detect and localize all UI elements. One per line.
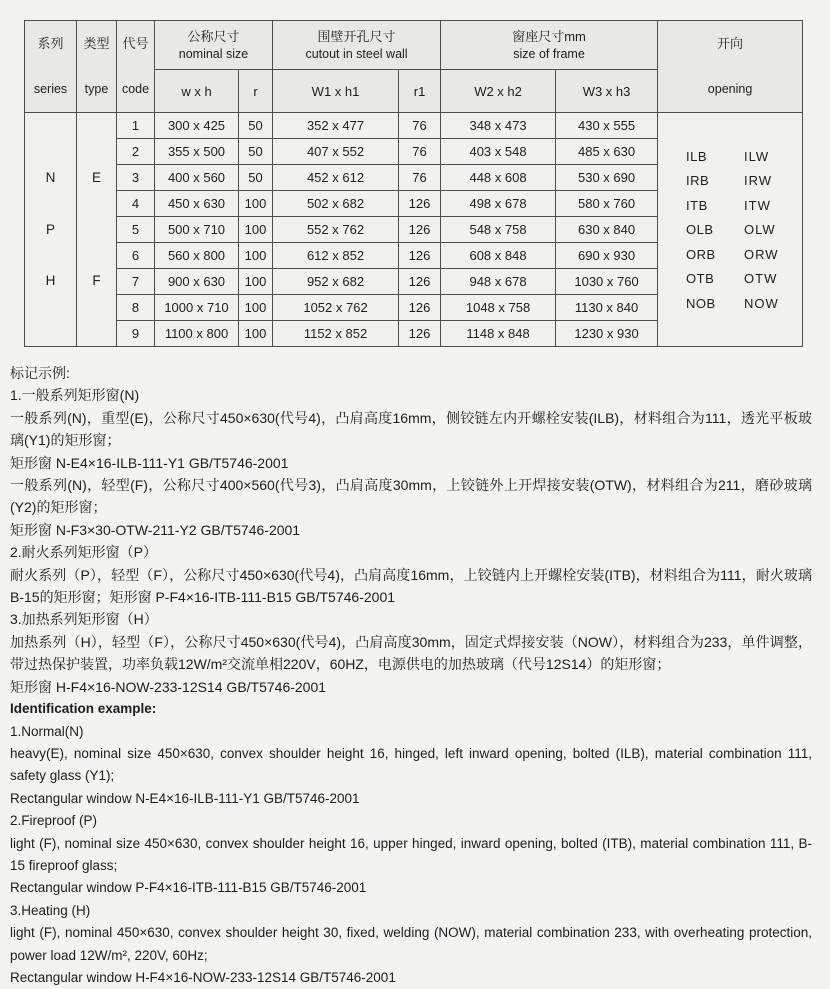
cell-w3h3: 1130 x 840 [556,295,658,321]
header-nominal-en: nominal size [178,46,249,61]
cell-r: 100 [239,269,273,295]
header-series-cn: 系列 [37,35,64,51]
notes-title-en: Identification example: [10,701,157,717]
cell-code: 1 [117,113,155,139]
note-line: 2.耐火系列矩形窗（P） [10,544,158,561]
cell-w2h2: 608 x 848 [441,243,556,269]
subheader-w2h2: W2 x h2 [441,70,556,113]
cell-wh: 500 x 710 [155,217,239,243]
cell-w1h1: 407 x 552 [273,139,399,165]
cell-w2h2: 1048 x 758 [441,295,556,321]
header-frame-en: size of frame [513,46,585,61]
cell-w3h3: 530 x 690 [556,165,658,191]
opening-row [658,271,802,286]
cell-w2h2: 548 x 758 [441,217,556,243]
cell-r1: 76 [399,165,441,191]
opening-code: ILB [686,148,708,164]
cell-w2h2: 348 x 473 [441,113,556,139]
header-cutout-en: cutout in steel wall [305,46,408,61]
cell-code: 5 [117,217,155,243]
note-line: heavy(E), nominal size 450×630, convex shoulder height 16, hinged, left inward opening, bolted (ILB), material combination 111, safety glass (Y1); [10,745,812,784]
cell-w3h3: 1230 x 930 [556,321,658,347]
cell-r1: 76 [399,113,441,139]
opening-code: ORB [686,246,716,262]
opening-code: OTW [744,271,778,286]
cell-w2h2: 448 x 608 [441,165,556,191]
cell-w3h3: 630 x 840 [556,217,658,243]
header-frame-size [441,21,658,70]
opening-row [658,173,802,188]
window-spec-table [24,20,803,347]
cell-w1h1: 952 x 682 [273,269,399,295]
note-line: 耐火系列（P），轻型（F），公称尺寸450×630(代号4)，凸肩高度16mm，上铰链内上开螺栓安装(ITB)，材料组合为111，耐火玻璃B-15的矩形窗；矩形窗 P-F4×16-ITB-111-B15 GB/T5746-2001 [10,566,812,606]
note-line: 2.Fireproof (P) [10,813,98,829]
header-frame-cn: 窗座尺寸mm [512,28,586,44]
note-line: 1.Normal(N) [10,723,84,739]
cell-r1: 126 [399,217,441,243]
note-line: 矩形窗 N-E4×16-ILB-111-Y1 GB/T5746-2001 [10,454,289,471]
opening-code: OLB [686,222,714,237]
note-line: 3.Heating (H) [10,902,91,918]
cell-r: 100 [239,321,273,347]
cell-r1: 126 [399,269,441,295]
type-label-f: F [92,273,101,289]
cell-code: 3 [117,165,155,191]
header-opening [658,21,803,113]
opening-code: ILW [744,148,770,164]
cell-w2h2: 948 x 678 [441,269,556,295]
cell-r: 100 [239,243,273,269]
header-opening-en: opening [707,82,753,97]
cell-w1h1: 1052 x 762 [273,295,399,321]
opening-row [658,296,802,311]
cell-w1h1: 1152 x 852 [273,321,399,347]
cell-code: 2 [117,139,155,165]
cell-code: 7 [117,269,155,295]
series-label-h: H [45,273,56,289]
cell-r1: 126 [399,321,441,347]
opening-column [658,113,803,347]
note-line: 一般系列(N)，轻型(F)，公称尺寸400×560(代号3)，凸肩高度30mm，上铰链外上开焊接安装(OTW)，材料组合为211，磨砂玻璃(Y2)的矩形窗； [10,477,812,516]
cell-wh: 450 x 630 [155,191,239,217]
cell-code: 4 [117,191,155,217]
header-series [25,21,77,113]
note-line: Rectangular window N-E4×16-ILB-111-Y1 GB/T5746-2001 [10,790,360,806]
header-nominal-cn: 公称尺寸 [187,28,240,44]
table-row [25,113,803,139]
opening-code: OLW [744,222,776,237]
cell-w1h1: 352 x 477 [273,113,399,139]
cell-wh: 300 x 425 [155,113,239,139]
opening-code: IRW [744,173,773,188]
header-cutout-cn: 围壁开孔尺寸 [317,28,396,44]
header-code [117,21,155,113]
cell-code: 9 [117,321,155,347]
subheader-wh: w x h [155,70,239,113]
cell-w3h3: 430 x 555 [556,113,658,139]
note-line: 3.加热系列矩形窗（H） [10,611,158,628]
cell-w1h1: 552 x 762 [273,217,399,243]
cell-w2h2: 498 x 678 [441,191,556,217]
cell-w1h1: 502 x 682 [273,191,399,217]
header-type-cn: 类型 [83,35,110,51]
opening-row [658,222,802,237]
type-label-e: E [91,169,101,185]
subheader-r: r [239,70,273,113]
cell-wh: 355 x 500 [155,139,239,165]
opening-code: ITW [744,197,771,213]
opening-row [658,247,802,262]
note-line: 矩形窗 H-F4×16-NOW-233-12S14 GB/T5746-2001 [10,678,327,695]
note-line: Rectangular window H-F4×16-NOW-233-12S14 GB/T5746-2001 [10,969,396,985]
header-code-en: code [121,82,150,97]
cell-r: 100 [239,217,273,243]
note-line: Rectangular window P-F4×16-ITB-111-B15 GB/T5746-2001 [10,880,367,896]
subheader-w1h1: W1 x h1 [273,70,399,113]
subheader-r1: r1 [399,70,441,113]
cell-code: 6 [117,243,155,269]
cell-r: 50 [239,139,273,165]
opening-row [658,198,802,213]
header-type-en: type [84,82,109,97]
header-type [77,21,117,113]
header-cutout [273,21,441,70]
cell-w3h3: 485 x 630 [556,139,658,165]
subheader-w3h3: W3 x h3 [556,70,658,113]
cell-w2h2: 1148 x 848 [441,321,556,347]
cell-code: 8 [117,295,155,321]
cell-r: 50 [239,113,273,139]
opening-row [658,149,802,164]
cell-w1h1: 612 x 852 [273,243,399,269]
opening-code: NOW [744,295,779,311]
cell-w1h1: 452 x 612 [273,165,399,191]
cell-r1: 126 [399,295,441,321]
opening-code: ORW [744,246,779,262]
cell-r: 100 [239,191,273,217]
note-line: light (F), nominal size 450×630, convex shoulder height 16, upper hinged, inward opening, bolted (ITB), material combination 111, B-15 fireproof glass; [10,835,812,873]
cell-r: 50 [239,165,273,191]
note-line: 一般系列(N)，重型(E)，公称尺寸450×630(代号4)，凸肩高度16mm，侧铰链左内开螺栓安装(ILB)，材料组合为111，透光平板玻璃(Y1)的矩形窗； [10,409,812,449]
opening-code: NOB [686,295,716,311]
cell-w3h3: 1030 x 760 [556,269,658,295]
note-line: 加热系列（H），轻型（F），公称尺寸450×630(代号4)，凸肩高度30mm，固定式焊接安装（NOW），材料组合为233，单件调整，带过热保护装置，功率负载12W/m²交流单相220V，60HZ，电源供电的加热玻璃（代号12S14）的矩形窗； [10,633,812,673]
header-opening-cn: 开向 [717,35,744,51]
series-label-p: P [45,221,55,237]
cell-r1: 126 [399,243,441,269]
opening-code: IRB [686,173,710,188]
note-line: 矩形窗 N-F3×30-OTW-211-Y2 GB/T5746-2001 [10,521,301,538]
cell-r: 100 [239,295,273,321]
notes-title-cn: 标记示例: [10,365,70,381]
cell-wh: 400 x 560 [155,165,239,191]
series-label-n: N [45,169,56,185]
opening-code: OTB [686,271,715,286]
cell-wh: 1000 x 710 [155,295,239,321]
cell-w3h3: 690 x 930 [556,243,658,269]
cell-r1: 76 [399,139,441,165]
header-nominal-size [155,21,273,70]
header-series-en: series [33,82,68,97]
cell-wh: 900 x 630 [155,269,239,295]
cell-wh: 560 x 800 [155,243,239,269]
note-line: light (F), nominal 450×630, convex shoulder height 30, fixed, welding (NOW), material combination 233, with overheating protection, power load 12W/m², 220V, 60Hz; [10,925,812,963]
cell-r1: 126 [399,191,441,217]
cell-w3h3: 580 x 760 [556,191,658,217]
opening-code: ITB [686,197,708,213]
cell-w2h2: 403 x 548 [441,139,556,165]
note-line: 1.一般系列矩形窗(N) [10,387,140,404]
header-code-cn: 代号 [122,35,149,51]
identification-notes [10,362,812,989]
series-column [25,113,77,347]
cell-wh: 1100 x 800 [155,321,239,347]
type-column [77,113,117,347]
